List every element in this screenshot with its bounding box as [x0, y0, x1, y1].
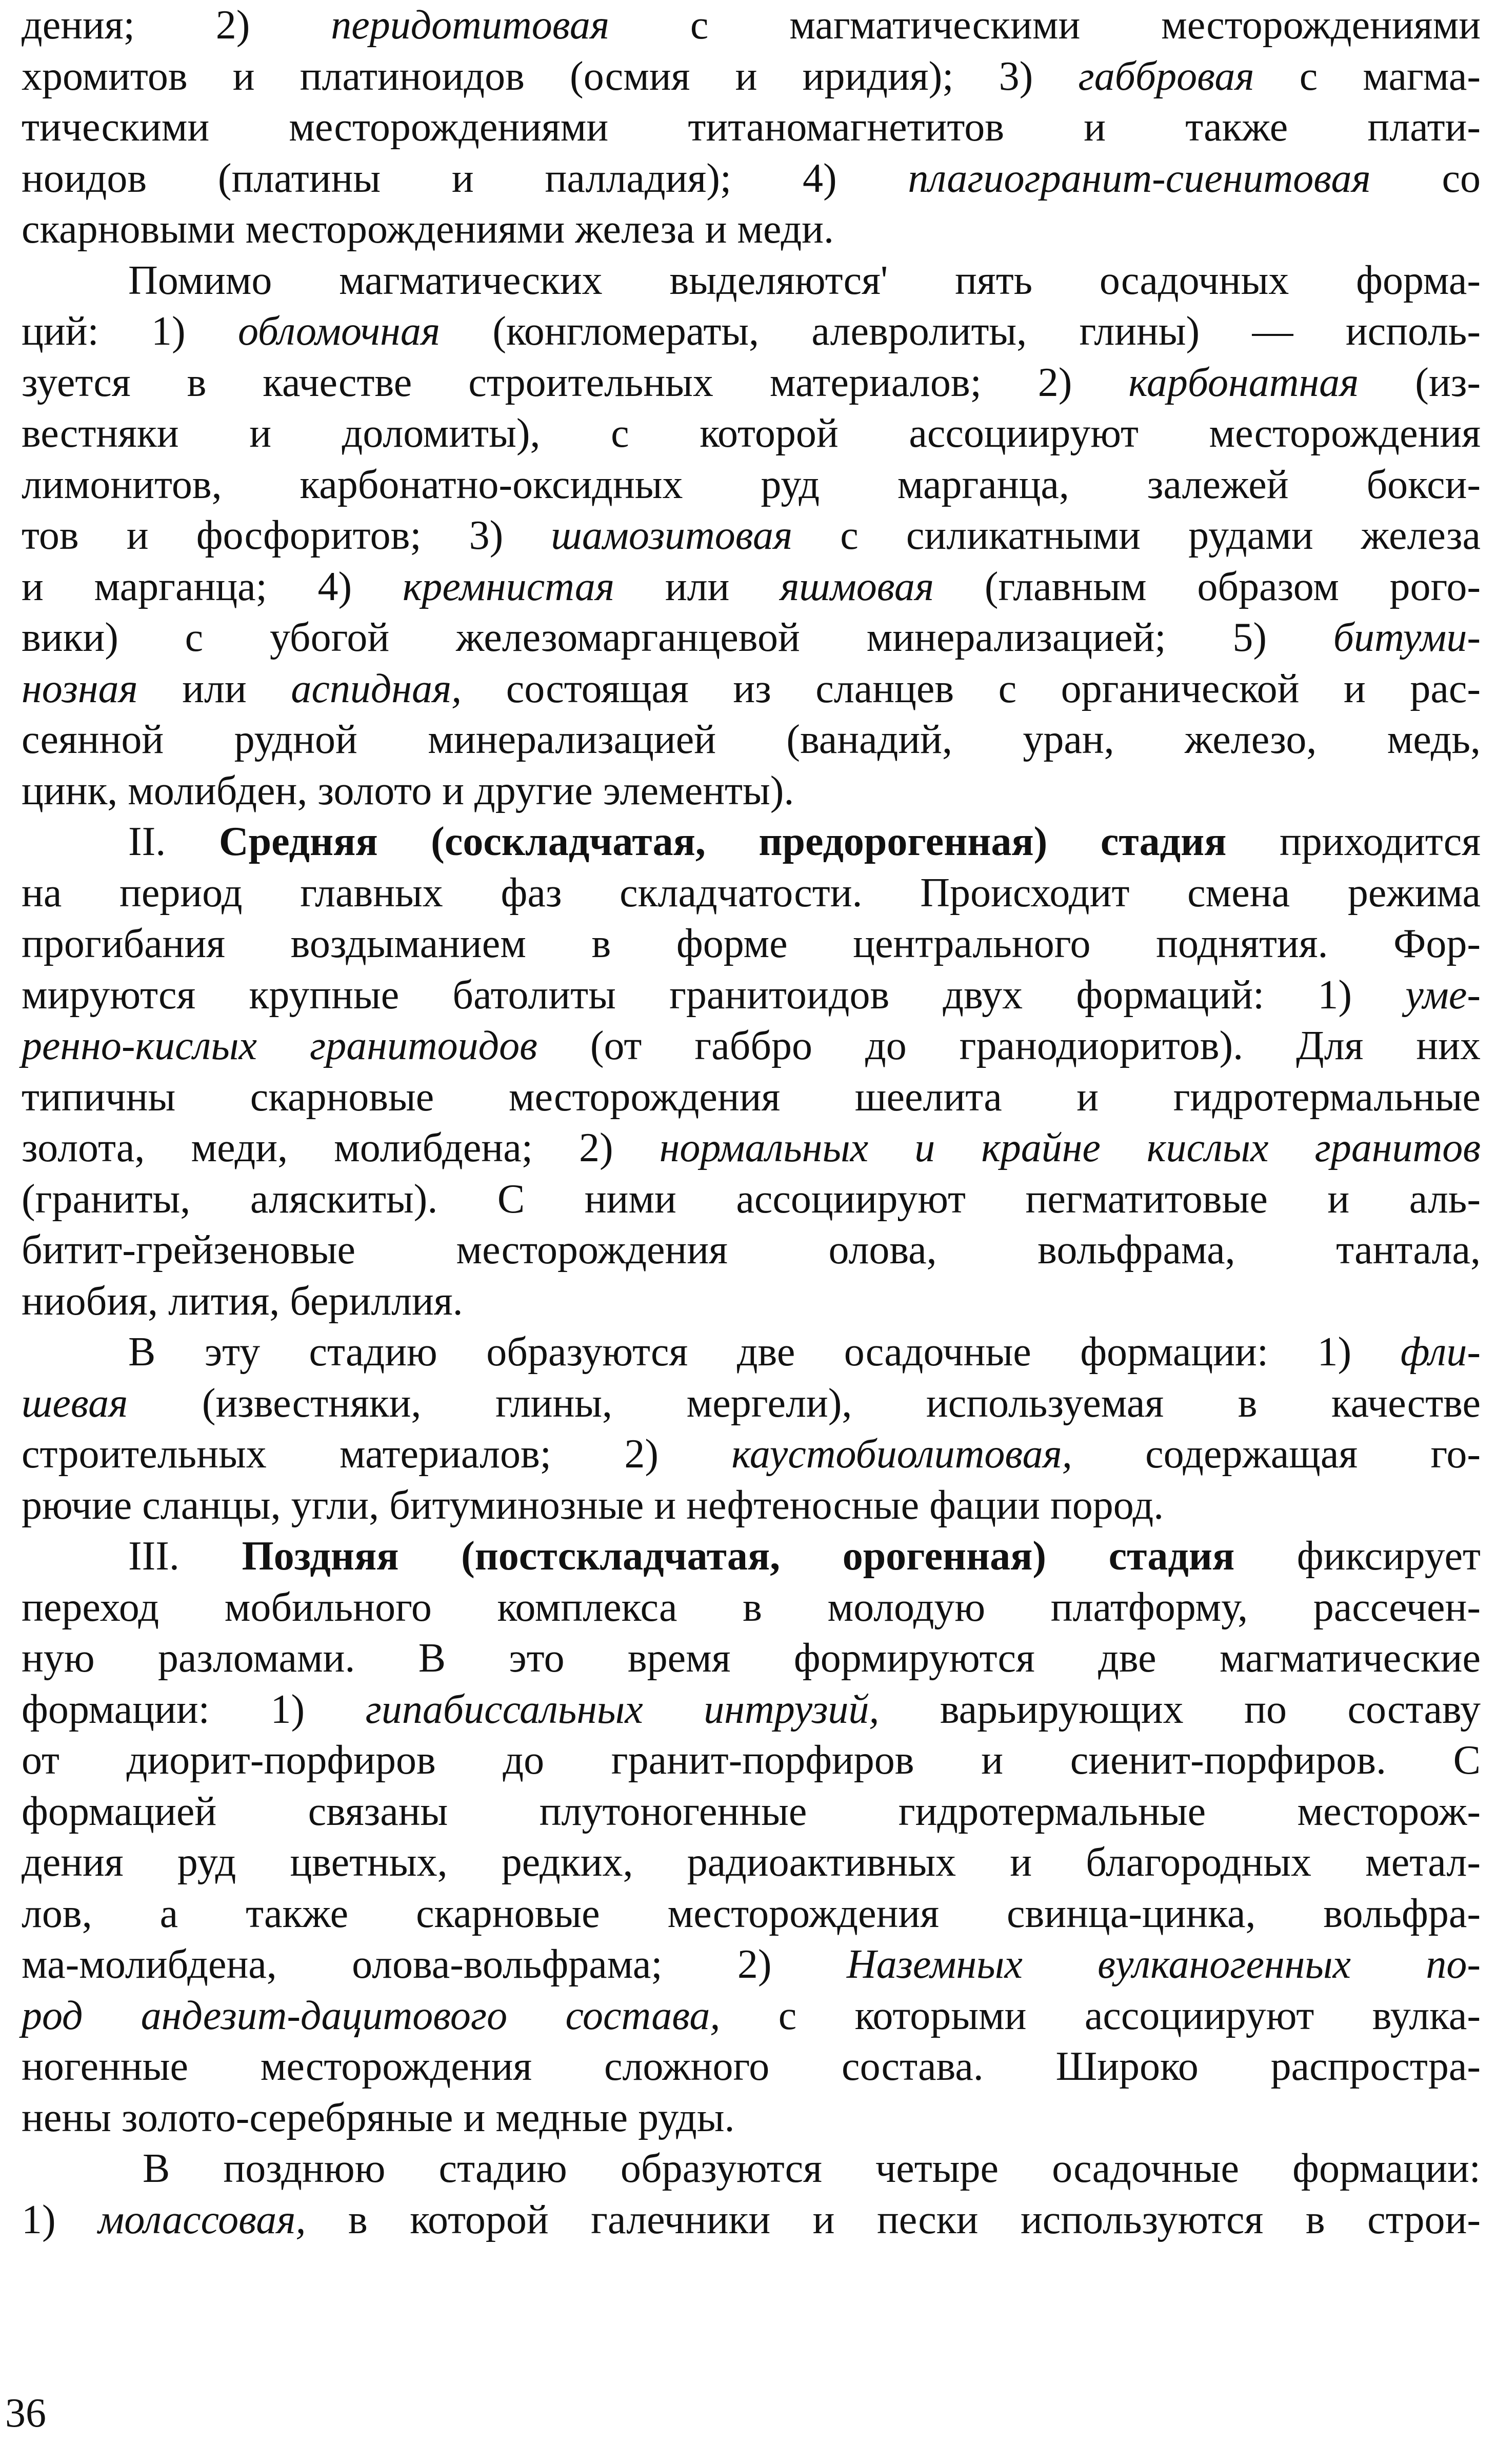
text-line [22, 817, 1481, 868]
text-run: со [1370, 155, 1481, 201]
text-run: с магма- [1254, 53, 1481, 99]
bold-heading: Средняя (соскладчатая, предорогенная) стадия [218, 819, 1227, 864]
section-numeral: II. [128, 819, 219, 864]
text-line: сеянной рудной минерализацией (ванадий, уран, железо, медь, [22, 717, 1481, 762]
text-run: (конгломераты, алевролиты, глины) — исполь- [440, 309, 1481, 354]
text-line: переход мобильного комплекса в молодую платформу, рассечен- [22, 1584, 1481, 1630]
text-run: с магматическими месторождениями [609, 3, 1481, 48]
italic-term: перидотитовая [331, 3, 610, 48]
text-run: ма-молибдена, олова-вольфрама; 2) [22, 1942, 847, 1987]
text-line: от диорит-порфиров до гранит-порфиров и сиенит-порфиров. С [22, 1738, 1481, 1783]
text-line [22, 1378, 1481, 1429]
paragraph-sedimentary-formations [22, 255, 1481, 817]
text-line: вестняки и доломиты), с которой ассоциируют месторождения [22, 411, 1481, 456]
text-line [22, 51, 1481, 103]
text-line: на период главных фаз складчатости. Происходит смена режима [22, 870, 1481, 916]
text-line: лов, а также скарновые месторождения свинца-цинка, вольфра- [22, 1891, 1481, 1936]
text-line [22, 2195, 1481, 2246]
italic-term: карбонатная [1128, 360, 1359, 405]
italic-term: обломочная [237, 309, 441, 354]
text-line [22, 1327, 1481, 1378]
text-line: (граниты, аляскиты). С ними ассоциируют пегматитовые и аль- [22, 1176, 1481, 1222]
text-run: формации: 1) [22, 1686, 366, 1732]
text-line: скарновыми месторождениями железа и меди. [22, 207, 834, 252]
text-line: тическими месторождениями титаномагнетитов и также плати- [22, 105, 1481, 150]
text-run: мируются крупные батолиты гранитоидов двух формаций: 1) [22, 972, 1406, 1018]
text-run: (главным образом рого- [934, 564, 1481, 609]
italic-term: аспидная, [291, 666, 462, 711]
text-run: ноидов (платины и палладия); 4) [22, 155, 908, 201]
text-run: состоящая из сланцев с органической и рас- [462, 666, 1481, 711]
text-line: В позднюю стадию образуются четыре осадочные формации: [143, 2146, 1481, 2191]
text-line: прогибания воздыманием в форме центрального поднятия. Фор- [22, 921, 1481, 966]
text-run: варьирующих по составу [879, 1686, 1481, 1732]
text-run: с которыми ассоциируют вулка- [720, 1993, 1481, 2038]
text-line: типичны скарновые месторождения шеелита и гидротермальные [22, 1074, 1481, 1120]
text-line [22, 1123, 1481, 1174]
text-line: лимонитов, карбонатно-оксидных руд марганца, залежей бокси- [22, 462, 1481, 507]
text-line: формацией связаны плутоногенные гидротермальные месторож- [22, 1789, 1481, 1834]
italic-term: фли- [1400, 1329, 1481, 1375]
italic-term: плагиогранит-сиенитовая [908, 155, 1371, 201]
bold-heading: Поздняя (постскладчатая, орогенная) стадия [242, 1534, 1235, 1579]
text-run: или [614, 564, 781, 609]
italic-term: уме- [1405, 972, 1481, 1018]
italic-term: каустобиолитовая, [731, 1432, 1072, 1477]
text-run: содержащая го- [1072, 1432, 1481, 1477]
text-run: или [137, 666, 291, 711]
text-run: В эту стадию образуются две осадочные формации: 1) [128, 1329, 1401, 1375]
text-run: зуется в качестве строительных материалов; 2) [22, 360, 1129, 405]
text-run: приходится [1226, 819, 1481, 864]
text-run: 1) [22, 2197, 98, 2242]
text-line [22, 0, 1481, 51]
text-run: (известняки, глины, мергели), используемая в качестве [128, 1380, 1481, 1426]
text-line [22, 1991, 1481, 2042]
text-run: вики) с убогой железомарганцевой минерализацией; 5) [22, 615, 1333, 660]
italic-term: Наземных вулканогенных по- [846, 1942, 1481, 1987]
text-line: нены золото-серебряные и медные руды. [22, 2095, 735, 2140]
italic-term: нормальных и крайне кислых гранитов [659, 1125, 1481, 1170]
text-run: хромитов и платиноидов (осмия и иридия); 3) [22, 53, 1079, 99]
text-line: ную разломами. В это время формируются две магматические [22, 1636, 1481, 1681]
text-run: ций: 1) [22, 309, 238, 354]
paragraph-late-sedimentary [22, 2143, 1481, 2246]
italic-term: нозная [22, 666, 138, 711]
italic-term: молассовая, [98, 2197, 306, 2242]
text-run: золота, меди, молибдена; 2) [22, 1125, 660, 1170]
section-numeral: III. [128, 1534, 242, 1579]
text-run: дения; 2) [22, 3, 331, 48]
text-line [22, 562, 1481, 613]
italic-term: битуми- [1333, 615, 1481, 660]
text-line: цинк, молибден, золото и другие элементы). [22, 768, 794, 813]
italic-term: шамозитовая [551, 513, 793, 558]
italic-term: шевая [22, 1380, 128, 1426]
italic-term: гипабиссальных интрузий, [365, 1686, 880, 1732]
paragraph-middle-stage [22, 817, 1481, 1327]
text-line: Помимо магматических выделяются' пять осадочных форма- [128, 257, 1481, 303]
text-line: ногенные месторождения сложного состава. Широко распростра- [22, 2044, 1481, 2089]
italic-term: габбровая [1078, 53, 1254, 99]
text-line: ниобия, лития, бериллия. [22, 1278, 463, 1324]
text-line [22, 306, 1481, 357]
italic-term: яшмовая [780, 564, 934, 609]
paragraph-continuation [22, 0, 1481, 255]
paragraph-late-stage [22, 1531, 1481, 2143]
text-line [22, 970, 1481, 1021]
text-line [22, 510, 1481, 562]
text-line [22, 1684, 1481, 1736]
text-run: (из- [1359, 360, 1481, 405]
text-run: фиксирует [1234, 1534, 1481, 1579]
italic-term: род андезит-дацитового состава, [22, 1993, 721, 2038]
italic-term: кремнистая [402, 564, 615, 609]
text-line [22, 612, 1481, 664]
text-run: тов и фосфоритов; 3) [22, 513, 551, 558]
text-line: битит-грейзеновые месторождения олова, вольфрама, тантала, [22, 1227, 1481, 1273]
text-line: дения руд цветных, редких, радиоактивных и благородных метал- [22, 1840, 1481, 1885]
text-run: строительных материалов; 2) [22, 1432, 732, 1477]
body-text [22, 0, 1481, 2246]
text-run: в которой галечники и пески используются в строи- [306, 2197, 1481, 2242]
text-run: (от габбро до гранодиоритов). Для них [537, 1023, 1481, 1068]
text-line: рючие сланцы, угли, битуминозные и нефтеносные фации пород. [22, 1482, 1164, 1528]
text-line [22, 153, 1481, 205]
text-line [22, 1429, 1481, 1480]
paragraph-middle-sedimentary [22, 1327, 1481, 1531]
text-line [22, 1531, 1481, 1582]
text-line [22, 664, 1481, 715]
text-line [22, 1021, 1481, 1072]
text-run: с силикатными рудами железа [792, 513, 1481, 558]
page-number: 36 [5, 2391, 46, 2436]
text-run: и марганца; 4) [22, 564, 403, 609]
italic-term: ренно-кислых гранитоидов [22, 1023, 537, 1068]
text-line [22, 357, 1481, 409]
text-line [22, 1939, 1481, 1991]
